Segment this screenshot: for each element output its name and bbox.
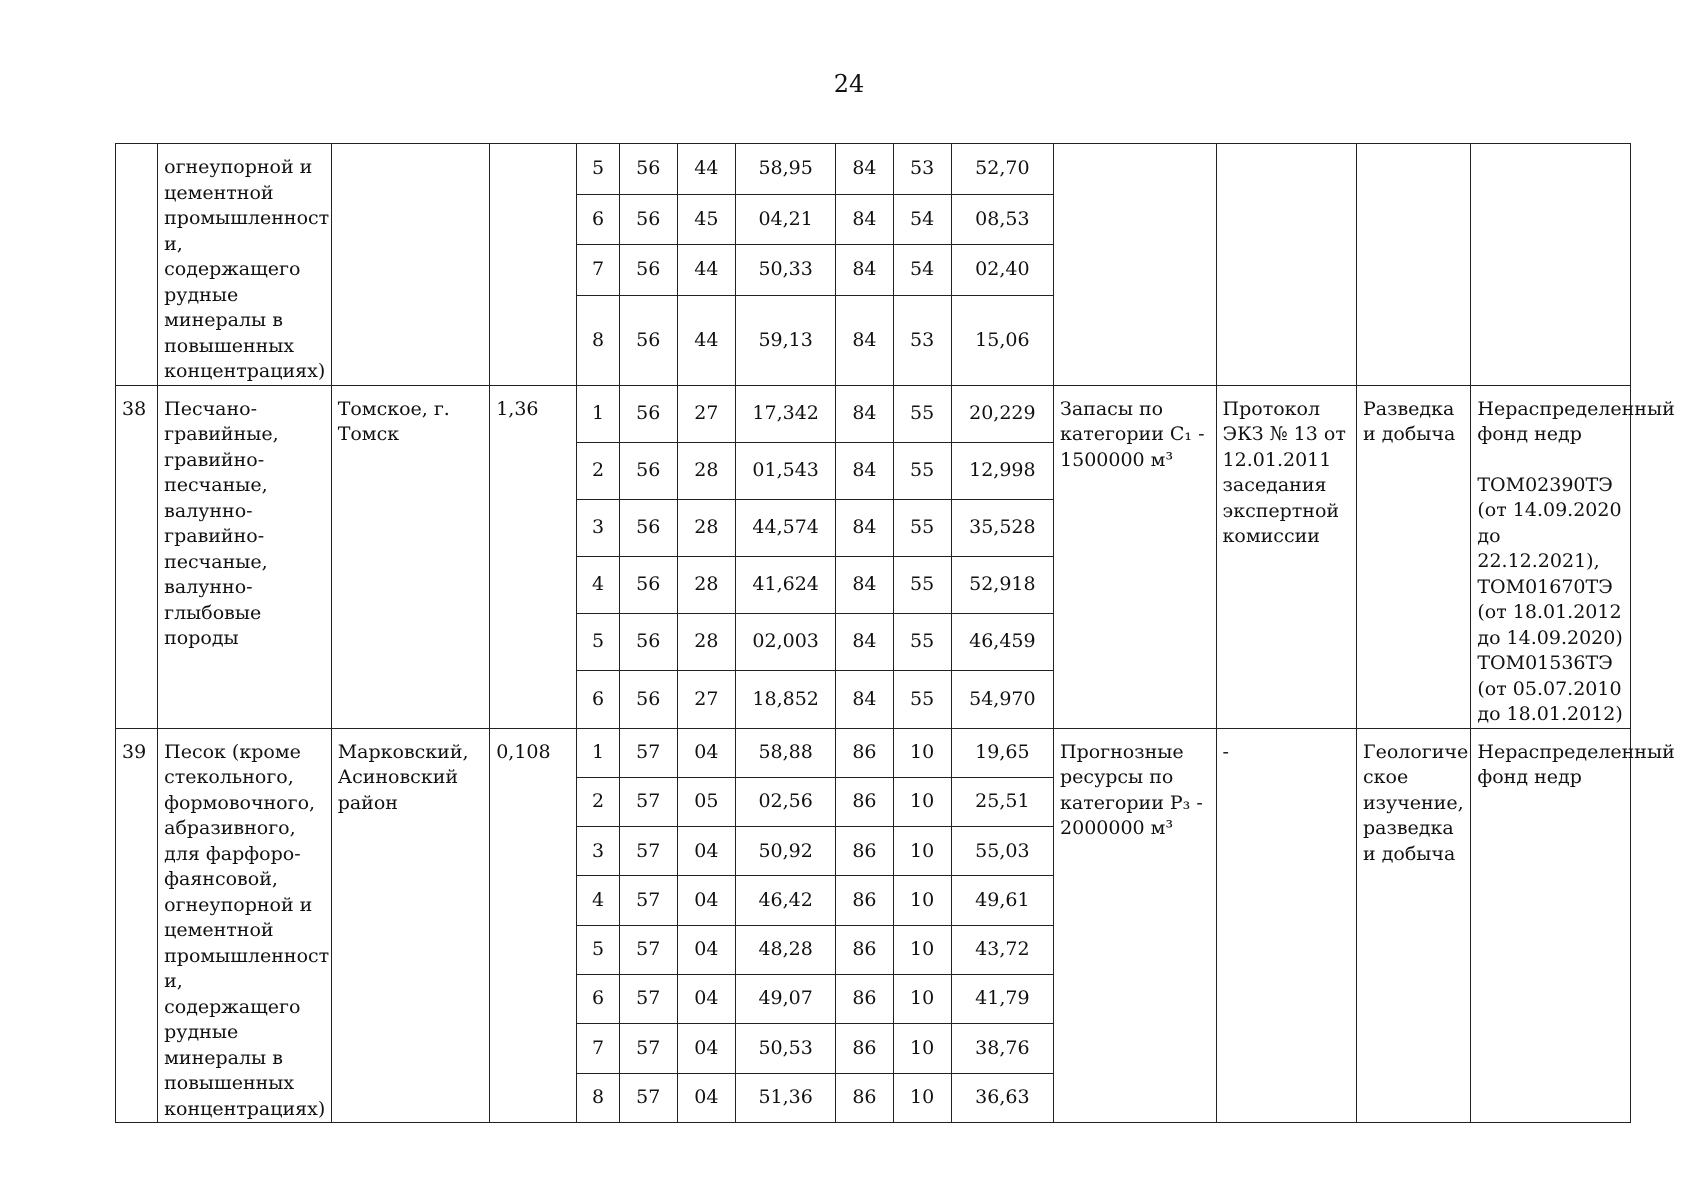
- lon-min-cell: 53: [893, 144, 951, 195]
- table-row: [116, 385, 1631, 442]
- lon-sec-cell: 55,03: [951, 827, 1053, 876]
- lon-sec-cell: 25,51: [951, 777, 1053, 826]
- reserves-basis-cell: [1054, 144, 1217, 386]
- lat-sec-cell: 50,92: [735, 827, 835, 876]
- lon-sec-cell: 38,76: [951, 1024, 1053, 1073]
- lon-min-cell: 10: [893, 777, 951, 826]
- lat-min-cell: 28: [677, 499, 735, 556]
- lat-deg-cell: 57: [619, 975, 677, 1024]
- subsoil-sites-table: [115, 143, 1675, 1123]
- lon-min-cell: 10: [893, 975, 951, 1024]
- lon-deg-cell: 86: [836, 876, 893, 925]
- lat-min-cell: 28: [677, 614, 735, 671]
- lat-min-cell: 44: [677, 296, 735, 385]
- lon-sec-cell: 02,40: [951, 245, 1053, 296]
- lon-min-cell: 55: [893, 385, 951, 442]
- lon-deg-cell: 84: [836, 144, 893, 195]
- lat-sec-cell: 18,852: [735, 671, 835, 728]
- lat-deg-cell: 56: [619, 296, 677, 385]
- lat-min-cell: 27: [677, 671, 735, 728]
- lon-sec-cell: 54,970: [951, 671, 1053, 728]
- point-number-cell: 6: [577, 975, 619, 1024]
- page-number: 24: [833, 70, 865, 98]
- lon-deg-cell: 86: [836, 827, 893, 876]
- location-cell: [331, 144, 490, 386]
- point-number-cell: 3: [577, 499, 619, 556]
- point-number-cell: 8: [577, 1073, 619, 1122]
- lat-deg-cell: 57: [619, 827, 677, 876]
- approval-document-cell: Протокол ЭКЗ № 13 от 12.01.2011 заседания экспертной комиссии: [1216, 385, 1356, 728]
- lat-sec-cell: 49,07: [735, 975, 835, 1024]
- lon-sec-cell: 36,63: [951, 1073, 1053, 1122]
- lat-min-cell: 04: [677, 925, 735, 974]
- point-number-cell: 1: [577, 728, 619, 777]
- lon-deg-cell: 84: [836, 296, 893, 385]
- lat-sec-cell: 44,574: [735, 499, 835, 556]
- lon-deg-cell: 86: [836, 728, 893, 777]
- lat-sec-cell: 50,53: [735, 1024, 835, 1073]
- lat-deg-cell: 56: [619, 245, 677, 296]
- lat-sec-cell: 01,543: [735, 442, 835, 499]
- lon-deg-cell: 86: [836, 925, 893, 974]
- lat-deg-cell: 56: [619, 442, 677, 499]
- lat-deg-cell: 56: [619, 556, 677, 613]
- approval-document-cell: [1216, 144, 1356, 386]
- license-status-cell: [1471, 728, 1675, 1123]
- point-number-cell: 5: [577, 925, 619, 974]
- lat-sec-cell: 04,21: [735, 194, 835, 245]
- point-number-cell: 8: [577, 296, 619, 385]
- area-cell: [490, 144, 577, 386]
- lon-sec-cell: 15,06: [951, 296, 1053, 385]
- status-line: Нераспределенный фонд недр: [1477, 740, 1675, 788]
- lon-min-cell: 55: [893, 499, 951, 556]
- lon-min-cell: 10: [893, 876, 951, 925]
- row-number-cell: [116, 144, 158, 386]
- point-number-cell: 4: [577, 556, 619, 613]
- lon-min-cell: 10: [893, 1073, 951, 1122]
- status-line: ТОМ02390ТЭ (от 14.09.2020 до 22.12.2021), ТОМ01670ТЭ (от 18.01.2012 до 14.09.2020) ТОМ01536ТЭ (от 05.07.2010 до 18.01.2012): [1477, 473, 1623, 725]
- lat-min-cell: 44: [677, 144, 735, 195]
- lat-min-cell: 27: [677, 385, 735, 442]
- license-status-cell: [1471, 144, 1631, 386]
- lat-sec-cell: 58,95: [735, 144, 835, 195]
- lon-sec-cell: 20,229: [951, 385, 1053, 442]
- lat-min-cell: 04: [677, 1073, 735, 1122]
- lat-sec-cell: 46,42: [735, 876, 835, 925]
- lon-deg-cell: 84: [836, 614, 893, 671]
- lat-deg-cell: 56: [619, 194, 677, 245]
- purpose-cell: Разведка и добыча: [1357, 385, 1471, 728]
- lon-deg-cell: 86: [836, 777, 893, 826]
- lat-sec-cell: 50,33: [735, 245, 835, 296]
- lat-deg-cell: 57: [619, 925, 677, 974]
- location-cell: Томское, г. Томск: [331, 385, 490, 728]
- point-number-cell: 7: [577, 245, 619, 296]
- point-number-cell: 1: [577, 385, 619, 442]
- table-row: [116, 144, 1631, 195]
- lat-deg-cell: 57: [619, 1024, 677, 1073]
- point-number-cell: 6: [577, 194, 619, 245]
- approval-document-cell: -: [1216, 728, 1356, 1123]
- point-number-cell: 2: [577, 442, 619, 499]
- lat-min-cell: 45: [677, 194, 735, 245]
- lon-sec-cell: 52,70: [951, 144, 1053, 195]
- point-number-cell: 2: [577, 777, 619, 826]
- lat-min-cell: 28: [677, 556, 735, 613]
- lon-min-cell: 10: [893, 925, 951, 974]
- lon-min-cell: 54: [893, 194, 951, 245]
- lat-min-cell: 04: [677, 876, 735, 925]
- lat-deg-cell: 57: [619, 1073, 677, 1122]
- lon-min-cell: 10: [893, 827, 951, 876]
- reserves-basis-cell: Запасы по категории C₁ - 1500000 м³: [1054, 385, 1217, 728]
- purpose-cell: [1357, 144, 1471, 386]
- lon-sec-cell: 43,72: [951, 925, 1053, 974]
- point-number-cell: 7: [577, 1024, 619, 1073]
- lon-min-cell: 55: [893, 614, 951, 671]
- lat-deg-cell: 57: [619, 777, 677, 826]
- area-cell: 1,36: [490, 385, 577, 728]
- lon-sec-cell: 52,918: [951, 556, 1053, 613]
- lon-deg-cell: 84: [836, 556, 893, 613]
- point-number-cell: 4: [577, 876, 619, 925]
- lon-deg-cell: 84: [836, 245, 893, 296]
- lat-deg-cell: 56: [619, 385, 677, 442]
- point-number-cell: 5: [577, 144, 619, 195]
- lon-deg-cell: 84: [836, 671, 893, 728]
- lat-deg-cell: 56: [619, 671, 677, 728]
- lon-deg-cell: 84: [836, 194, 893, 245]
- lon-min-cell: 55: [893, 442, 951, 499]
- lon-min-cell: 10: [893, 1024, 951, 1073]
- lon-deg-cell: 84: [836, 385, 893, 442]
- point-number-cell: 5: [577, 614, 619, 671]
- status-line: Нераспределенный фонд недр: [1477, 397, 1675, 445]
- lat-sec-cell: 59,13: [735, 296, 835, 385]
- status-spacer: [1477, 448, 1624, 473]
- lon-deg-cell: 86: [836, 975, 893, 1024]
- lat-deg-cell: 57: [619, 728, 677, 777]
- point-number-cell: 3: [577, 827, 619, 876]
- table-body: [116, 144, 1675, 1123]
- lat-sec-cell: 17,342: [735, 385, 835, 442]
- lon-sec-cell: 35,528: [951, 499, 1053, 556]
- lon-deg-cell: 84: [836, 442, 893, 499]
- lat-min-cell: 04: [677, 728, 735, 777]
- lat-min-cell: 04: [677, 975, 735, 1024]
- license-status-cell: [1471, 385, 1675, 728]
- lat-min-cell: 05: [677, 777, 735, 826]
- lat-deg-cell: 56: [619, 614, 677, 671]
- lon-min-cell: 53: [893, 296, 951, 385]
- reserves-basis-cell: Прогнозные ресурсы по категории P₃ - 2000000 м³: [1054, 728, 1217, 1123]
- lon-min-cell: 55: [893, 556, 951, 613]
- lat-deg-cell: 57: [619, 876, 677, 925]
- row-number-cell: 38: [116, 385, 158, 728]
- lat-sec-cell: 58,88: [735, 728, 835, 777]
- lon-sec-cell: 46,459: [951, 614, 1053, 671]
- lat-sec-cell: 41,624: [735, 556, 835, 613]
- lon-sec-cell: 19,65: [951, 728, 1053, 777]
- lat-sec-cell: 48,28: [735, 925, 835, 974]
- lat-sec-cell: 51,36: [735, 1073, 835, 1122]
- mineral-name-cell: Песок (кроме стекольного, формовочного, абразивного, для фарфоро- фаянсовой, огнеупорной и цементной промышленност и, содержащего рудные минералы в повышенных концентрациях): [158, 728, 332, 1123]
- point-number-cell: 6: [577, 671, 619, 728]
- lon-min-cell: 54: [893, 245, 951, 296]
- lon-min-cell: 10: [893, 728, 951, 777]
- lat-sec-cell: 02,56: [735, 777, 835, 826]
- row-number-cell: 39: [116, 728, 158, 1123]
- lat-deg-cell: 56: [619, 144, 677, 195]
- lat-min-cell: 28: [677, 442, 735, 499]
- mineral-name-cell: огнеупорной и цементной промышленност и, содержащего рудные минералы в повышенных концентрациях): [158, 144, 332, 386]
- area-cell: 0,108: [490, 728, 577, 1123]
- lat-deg-cell: 56: [619, 499, 677, 556]
- lon-deg-cell: 86: [836, 1024, 893, 1073]
- lon-sec-cell: 08,53: [951, 194, 1053, 245]
- lat-min-cell: 04: [677, 1024, 735, 1073]
- lon-deg-cell: 84: [836, 499, 893, 556]
- purpose-cell: Геологиче ское изучение, разведка и добыча: [1357, 728, 1471, 1123]
- mineral-name-cell: Песчано- гравийные, гравийно- песчаные, валунно- гравийно- песчаные, валунно- глыбовые породы: [158, 385, 332, 728]
- lon-sec-cell: 12,998: [951, 442, 1053, 499]
- lon-sec-cell: 49,61: [951, 876, 1053, 925]
- table-row: [116, 728, 1631, 777]
- lat-min-cell: 44: [677, 245, 735, 296]
- lon-min-cell: 55: [893, 671, 951, 728]
- lat-sec-cell: 02,003: [735, 614, 835, 671]
- lat-min-cell: 04: [677, 827, 735, 876]
- lon-sec-cell: 41,79: [951, 975, 1053, 1024]
- location-cell: Марковский, Асиновский район: [331, 728, 490, 1123]
- lon-deg-cell: 86: [836, 1073, 893, 1122]
